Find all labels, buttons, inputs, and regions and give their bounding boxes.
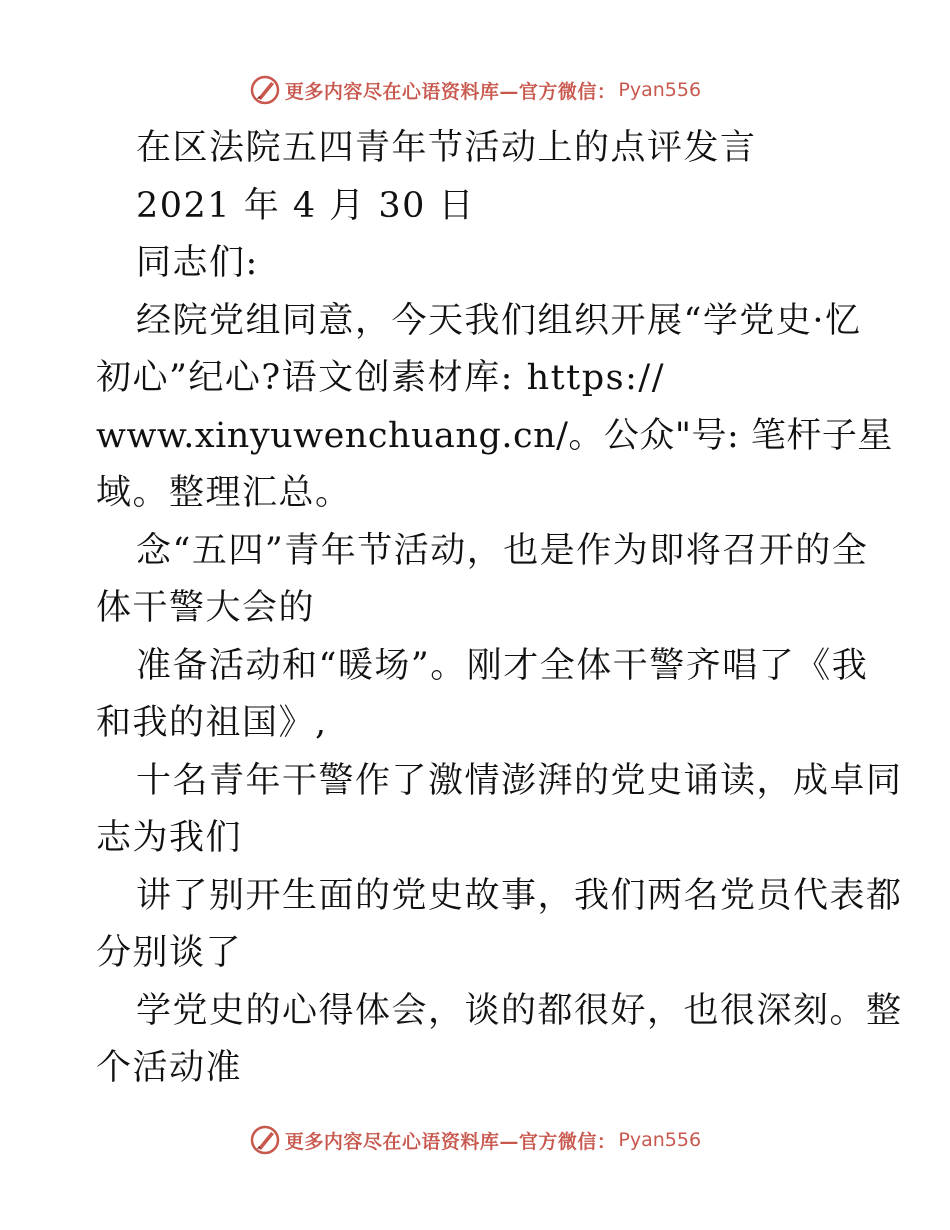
document-title: 在区法院五四青年节活动上的点评发言 (136, 128, 757, 168)
document-body (96, 120, 903, 1098)
banner-text: 更多内容尽在心语资料库—官方微信： (284, 80, 617, 103)
paragraph-line: 经院党组同意，今天我们组织开展“学党史·忆 (136, 300, 862, 341)
paragraph-line: 念“五四”青年节活动，也是作为即将召开的全 (136, 530, 869, 571)
paragraph-line: 和我的祖国》, (96, 703, 328, 743)
paragraph-line: 体干警大会的 (96, 588, 316, 628)
paragraph-line: 十名青年干警作了激情澎湃的党史诵读，成卓同 (136, 760, 903, 801)
document-date: 2021 年 4 月 30 日 (136, 185, 476, 226)
header-banner (0, 70, 950, 110)
paragraph-line: 讲了别开生面的党史故事，我们两名党员代表都 (136, 875, 903, 916)
paragraph-line: www.xinyuwenchuang.cn/。公众"号: 笔杆子星 (96, 415, 893, 456)
banner-wechat-id: Pyan556 (618, 1129, 702, 1151)
paragraph-line: 分别谈了 (96, 933, 243, 973)
salutation: 同志们: (136, 243, 259, 283)
paragraph-line: 初心”纪心?语文创素材库: https:// (96, 358, 665, 398)
paragraph-line: 准备活动和“暖场”。刚才全体干警齐唱了《我 (136, 645, 869, 686)
quill-logo-icon (249, 74, 281, 106)
banner-wechat-id: Pyan556 (618, 79, 702, 101)
quill-logo-icon (249, 1124, 281, 1156)
paragraph-line: 域。整理汇总。 (96, 473, 352, 513)
paragraph-line: 学党史的心得体会，谈的都很好，也很深刻。整 (136, 990, 903, 1031)
paragraph-line: 个活动准 (96, 1048, 243, 1088)
banner-text: 更多内容尽在心语资料库—官方微信： (284, 1130, 617, 1153)
footer-banner (0, 1120, 950, 1160)
paragraph-line: 志为我们 (96, 818, 243, 858)
